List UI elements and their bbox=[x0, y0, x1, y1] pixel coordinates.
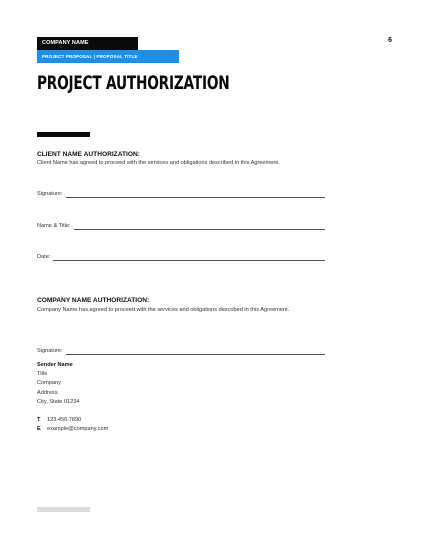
client-date-label: Date: bbox=[37, 254, 51, 260]
proposal-subtitle-label: PROJECT PROPOSAL | PROPOSAL TITLE bbox=[42, 54, 138, 59]
contact-block bbox=[37, 416, 108, 434]
email-key: E bbox=[37, 426, 41, 433]
company-signature-line[interactable] bbox=[66, 348, 326, 355]
email-row bbox=[37, 425, 108, 434]
sender-block bbox=[37, 361, 80, 407]
client-date-field[interactable] bbox=[37, 251, 325, 261]
client-signature-label: Signature: bbox=[37, 191, 63, 197]
accent-rule bbox=[37, 132, 90, 137]
company-authorization-description: Company Name has agreed to proceed with the services and obligations described in this Agreement. bbox=[37, 307, 290, 313]
phone-row bbox=[37, 416, 108, 425]
sender-title: Title bbox=[37, 371, 48, 378]
page-number: 6 bbox=[388, 37, 392, 44]
company-name-label: COMPANY NAME bbox=[42, 40, 89, 46]
company-name-bar bbox=[37, 37, 138, 50]
company-signature-label: Signature: bbox=[37, 348, 63, 354]
proposal-subtitle-bar bbox=[37, 50, 179, 63]
client-name-title-field[interactable] bbox=[37, 220, 325, 230]
client-date-line[interactable] bbox=[53, 254, 325, 261]
company-signature-field[interactable] bbox=[37, 345, 325, 355]
client-authorization-description: Client Name has agreed to proceed with the services and obligations described in this Agreement. bbox=[37, 160, 280, 166]
client-signature-line[interactable] bbox=[66, 191, 326, 198]
client-authorization-heading: CLIENT NAME AUTHORIZATION: bbox=[37, 151, 140, 158]
phone-number: 123.456.7890 bbox=[47, 417, 82, 423]
client-name-title-line[interactable] bbox=[74, 223, 325, 230]
sender-address: Address bbox=[37, 389, 58, 396]
client-signature-field[interactable] bbox=[37, 188, 325, 198]
footer-bar bbox=[37, 507, 90, 512]
sender-name: Sender Name bbox=[37, 362, 73, 368]
sender-company: Company bbox=[37, 380, 61, 387]
page-title: PROJECT AUTHORIZATION bbox=[37, 72, 230, 94]
phone-key: T bbox=[37, 417, 41, 423]
client-name-title-label: Name & Title: bbox=[37, 223, 71, 229]
sender-city-state: City, State 01234 bbox=[37, 398, 80, 405]
company-authorization-heading: COMPANY NAME AUTHORIZATION: bbox=[37, 297, 150, 304]
email-address[interactable]: example@company.com bbox=[47, 426, 109, 433]
